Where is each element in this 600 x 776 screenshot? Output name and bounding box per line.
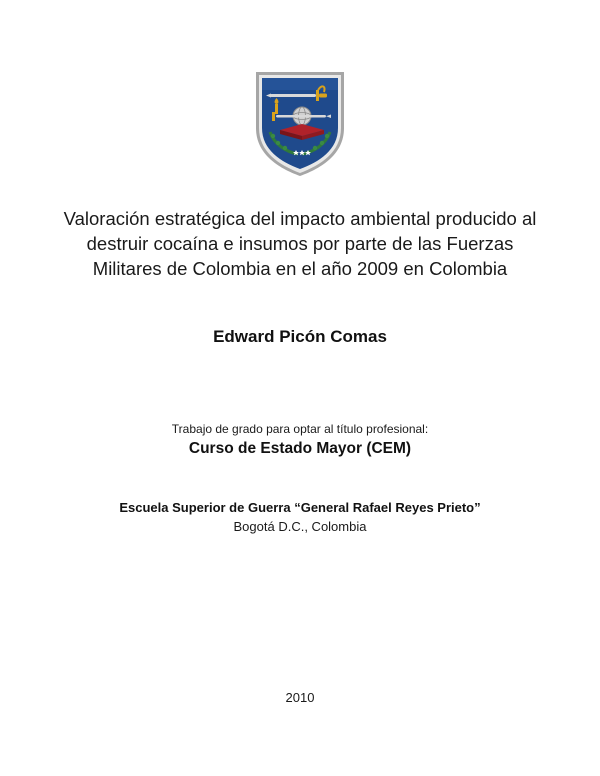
author-name: Edward Picón Comas bbox=[213, 327, 387, 346]
degree-title: Curso de Estado Mayor (CEM) bbox=[188, 440, 412, 457]
institution-emblem bbox=[252, 70, 348, 178]
shield-emblem-icon bbox=[252, 70, 348, 178]
document-title: Valoración estratégica del impacto ambiental producido al destruir cocaína e insumos por parte de las Fuerzas Militares de Colombia en el año 2009 en Colombia bbox=[63, 208, 537, 279]
degree-intro: Trabajo de grado para optar al título profesional: bbox=[171, 422, 429, 436]
school-name: Escuela Superior de Guerra “General Rafael Reyes Prieto” bbox=[119, 500, 481, 515]
city-location: Bogotá D.C., Colombia bbox=[233, 519, 367, 534]
publication-year: 2010 bbox=[285, 690, 315, 705]
